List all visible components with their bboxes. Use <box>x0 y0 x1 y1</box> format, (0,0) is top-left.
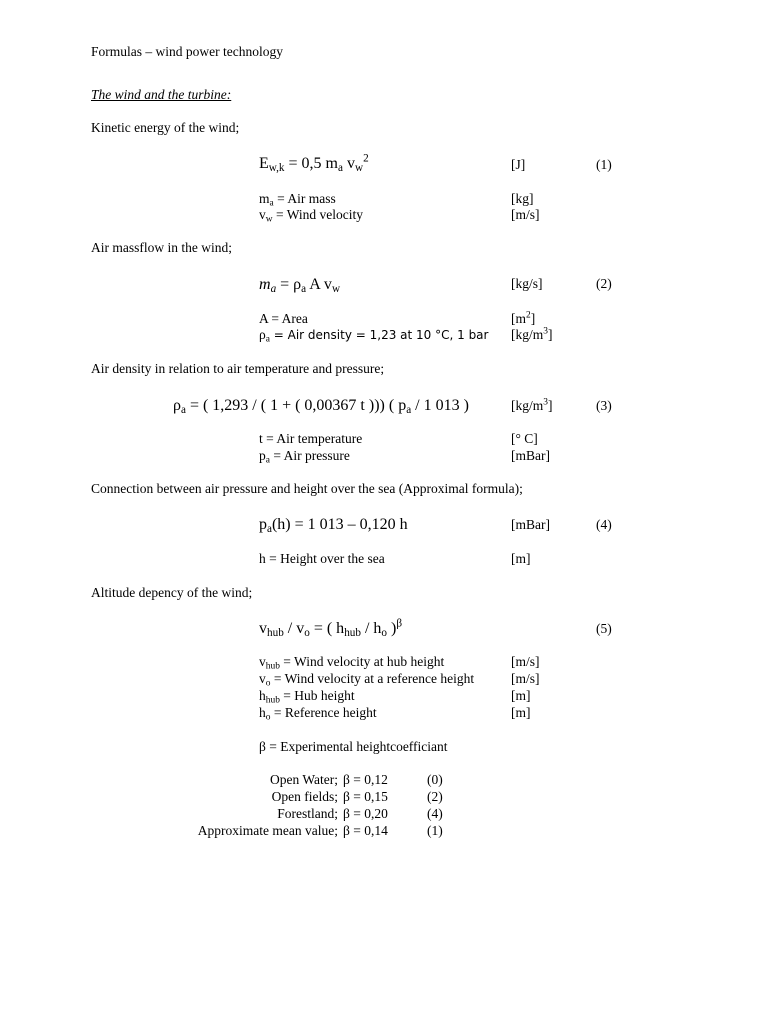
eq5-var-desc: = Reference height <box>270 705 377 720</box>
rho-sub: a <box>265 334 270 345</box>
eq5-var-ref-velocity-unit: [m/s] <box>511 671 540 686</box>
equation-3 <box>173 398 469 414</box>
eq2-rho-sub: a <box>301 282 307 295</box>
eq5-mid3: / h <box>360 620 382 637</box>
beta-value-forestland: β = 0,20 <box>343 806 388 821</box>
eq5-v1-sub: hub <box>267 626 284 639</box>
area-unit-open: [m <box>511 311 526 326</box>
eq2-var-air-density-unit <box>511 328 552 342</box>
eq5-var-hub-velocity <box>259 654 445 672</box>
rho-sym: ρ <box>259 327 266 342</box>
eq5-var-hub-height-unit: [m] <box>511 688 531 703</box>
eq1-rhs1: = 0,5 m <box>284 155 338 172</box>
eq3-mid: = ( 1,293 / ( 1 + ( 0,00367 t ))) ( p <box>185 397 407 414</box>
eq5-var-ref-height-unit: [m] <box>511 705 531 720</box>
eq3-var-temperature-unit: [° C] <box>511 431 538 446</box>
eq5-end: ) <box>387 620 397 637</box>
beta-definition: β = Experimental heightcoefficiant <box>259 739 448 754</box>
eq5-var-sym: h <box>259 705 266 720</box>
rho-desc: = Air density <box>269 328 356 342</box>
beta-value-mean-value: β = 0,14 <box>343 823 388 838</box>
beta-label-open-water: Open Water; <box>269 772 338 787</box>
eq5-h2-sub: o <box>381 626 388 639</box>
section-heading: The wind and the turbine: <box>91 87 232 102</box>
eq3-rho-sub: a <box>180 403 186 416</box>
eq1-var-wind-velocity-unit: [m/s] <box>511 207 540 222</box>
eq2-rhs-sub: w <box>331 282 341 295</box>
eq4-var-height-unit: [m] <box>511 551 531 566</box>
eq2-var-air-density <box>259 327 489 345</box>
eq5-h1-sub: hub <box>344 626 361 639</box>
eq5-var-desc: = Wind velocity at hub height <box>279 654 445 669</box>
pressure-height-intro: Connection between air pressure and height over the sea (Approximal formula); <box>91 481 523 496</box>
rho-unit-sup: 3 <box>543 326 548 337</box>
beta-label-open-fields: Open fields; <box>271 789 338 804</box>
eq4-var-height <box>259 552 385 566</box>
eq3-unit-close: ] <box>547 398 553 413</box>
eq5-var-sym: v <box>259 671 266 686</box>
eq5-var-sub: o <box>265 712 271 723</box>
eq2-unit: [kg/s] <box>511 276 543 291</box>
eq4-rhs: (h) = 1 013 – 0,120 h <box>271 516 408 533</box>
air-density-intro: Air density in relation to air temperature and pressure; <box>91 361 385 376</box>
eq1-lhs-sub: w,k <box>268 161 285 174</box>
eq1-var-air-mass <box>259 191 336 209</box>
area-unit-sup: 2 <box>526 310 531 321</box>
eq1-rhs1-sub: a <box>338 161 343 174</box>
beta-code-mean-value: (1) <box>427 823 443 838</box>
eq5-var-sym: h <box>259 688 266 703</box>
eq1-rhs2-sub: w <box>354 161 364 174</box>
eq4-lhs: p <box>259 516 267 533</box>
eq3-end: / 1 013 ) <box>411 397 469 414</box>
eq5-var-sub: hub <box>265 695 280 706</box>
eq5-v2-sub: o <box>304 626 310 639</box>
area-unit-close: ] <box>530 311 536 326</box>
beta-code-open-fields: (2) <box>427 789 443 804</box>
equation-2 <box>259 277 340 293</box>
rho-unit-close: ] <box>547 327 553 342</box>
eq2-lhs-sub: a <box>270 282 277 295</box>
eq1-var-sub: a <box>269 198 274 209</box>
equation-4 <box>259 517 408 533</box>
equation-1 <box>259 152 369 174</box>
rho-note: = 1,23 at 10 °C, 1 bar <box>355 328 489 342</box>
eq5-var-sym: v <box>259 654 266 669</box>
eq3-var-desc: = Air temperature <box>262 431 363 446</box>
eq5-var-hub-height <box>259 688 355 706</box>
eq1-var-sym: v <box>259 207 266 222</box>
massflow-intro: Air massflow in the wind; <box>91 240 232 255</box>
eq5-var-sub: o <box>265 678 271 689</box>
eq5-var-ref-height <box>259 705 377 723</box>
eq1-var-air-mass-unit: [kg] <box>511 191 534 206</box>
eq1-var-desc: = Air mass <box>273 191 336 206</box>
kinetic-energy-intro: Kinetic energy of the wind; <box>91 120 240 135</box>
eq4-lhs-sub: a <box>267 522 272 535</box>
eq3-unit-sup: 3 <box>543 397 548 408</box>
eq1-rhs2: v <box>342 155 355 172</box>
eq1-var-sym: m <box>259 191 270 206</box>
eq2-number: (2) <box>596 276 612 291</box>
eq3-var-temperature <box>259 432 362 446</box>
document-title: Formulas – wind power technology <box>91 44 283 59</box>
eq2-var-area-unit <box>511 312 535 326</box>
eq1-var-wind-velocity <box>259 207 364 225</box>
rho-unit-open: [kg/m <box>511 327 544 342</box>
eq2-lhs: m <box>259 276 271 293</box>
eq5-var-sub: hub <box>265 661 280 672</box>
eq5-var-desc: = Wind velocity at a reference height <box>270 671 475 686</box>
eq3-rho: ρ <box>173 397 181 414</box>
eq4-var-desc: = Height over the sea <box>265 551 385 566</box>
eq5-exp: β <box>396 617 403 630</box>
eq5-var-hub-velocity-unit: [m/s] <box>511 654 540 669</box>
eq5-var-ref-velocity <box>259 671 475 689</box>
eq1-lhs: E <box>259 155 269 172</box>
eq2-rho: = ρ <box>276 276 302 293</box>
eq1-unit: [J] <box>511 157 526 172</box>
eq3-p-sub: a <box>406 403 412 416</box>
eq3-var-pressure <box>259 448 350 466</box>
eq4-var-sym: h <box>259 551 266 566</box>
eq3-number: (3) <box>596 398 612 413</box>
eq3-var-pressure-unit: [mBar] <box>511 448 550 463</box>
eq5-var-desc: = Hub height <box>279 688 355 703</box>
beta-code-forestland: (4) <box>427 806 443 821</box>
eq2-rhs: A v <box>306 276 332 293</box>
beta-value-open-water: β = 0,12 <box>343 772 388 787</box>
eq3-var-sym: p <box>259 448 266 463</box>
eq1-rhs2-sup: 2 <box>363 152 369 165</box>
eq3-var-sub: a <box>265 455 270 466</box>
eq1-var-desc: = Wind velocity <box>272 207 364 222</box>
beta-label-forestland: Forestland; <box>277 806 338 821</box>
eq5-mid: / v <box>283 620 305 637</box>
eq5-number: (5) <box>596 621 612 636</box>
eq2-var-area: A = Area <box>259 311 308 326</box>
eq1-number: (1) <box>596 157 612 172</box>
eq3-var-sym: t <box>259 431 263 446</box>
eq5-v1: v <box>259 620 267 637</box>
beta-code-open-water: (0) <box>427 772 443 787</box>
eq4-unit: [mBar] <box>511 517 550 532</box>
eq1-var-sub: w <box>265 214 273 225</box>
equation-5 <box>259 617 403 639</box>
eq5-mid2: = ( h <box>309 620 345 637</box>
beta-label-mean-value: Approximate mean value; <box>197 823 338 838</box>
beta-value-open-fields: β = 0,15 <box>343 789 388 804</box>
eq3-unit-open: [kg/m <box>511 398 544 413</box>
eq3-unit <box>511 399 552 413</box>
eq4-number: (4) <box>596 517 612 532</box>
eq3-var-desc: = Air pressure <box>269 448 350 463</box>
altitude-intro: Altitude depency of the wind; <box>91 585 253 600</box>
